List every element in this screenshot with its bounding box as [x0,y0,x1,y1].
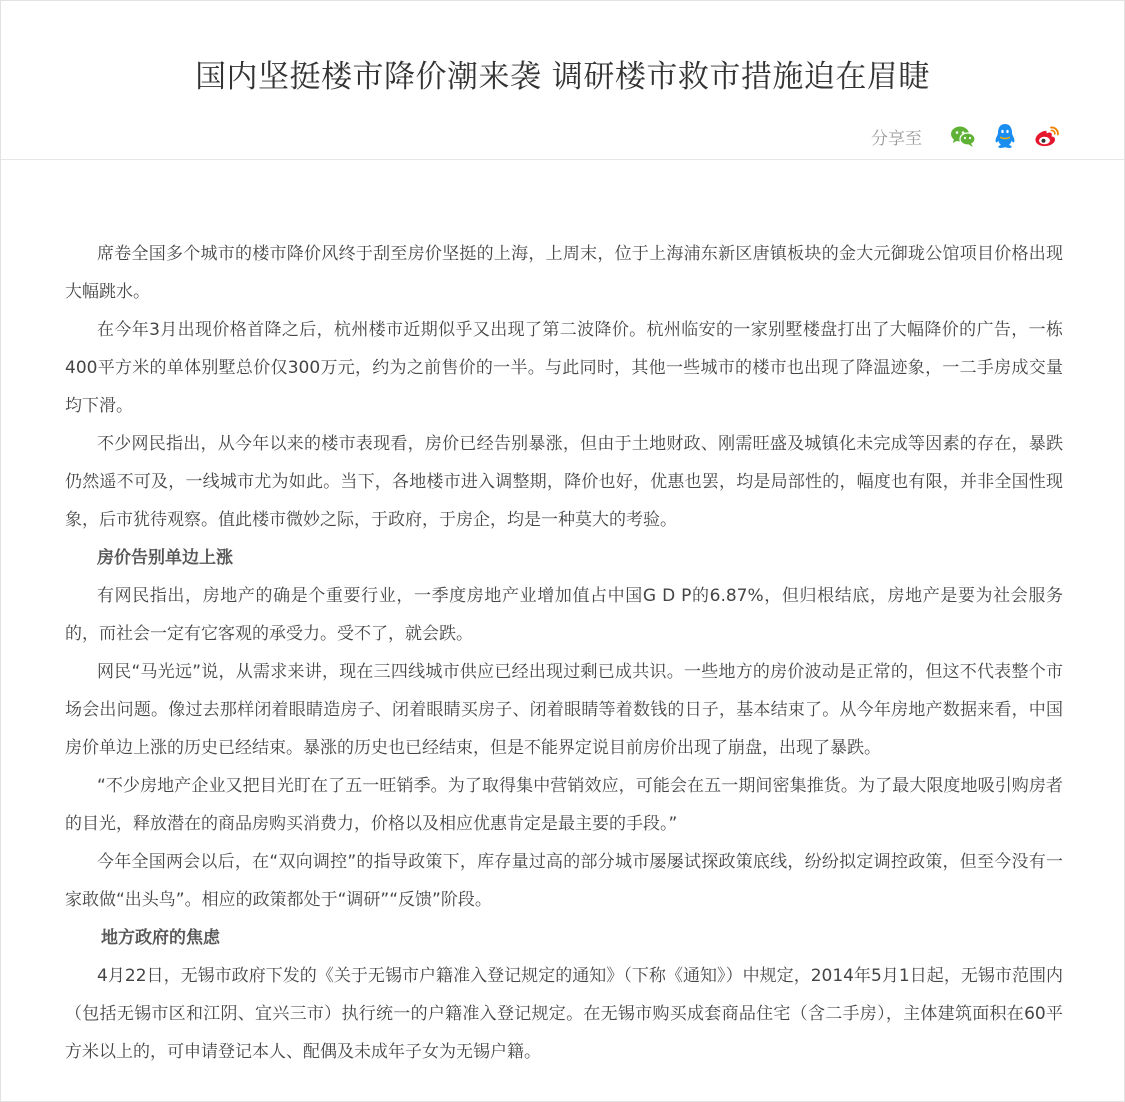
paragraph: 今年全国两会以后，在“双向调控”的指导政策下，库存量过高的部分城市屡屡试探政策底线，纷纷拟定调控政策，但至今没有一家敢做“出头鸟”。相应的政策都处于“调研”“反馈”阶段。 [65,852,1063,910]
share-label: 分享至 [871,128,922,149]
paragraph: 席卷全国多个城市的楼市降价风终于刮至房价坚挺的上海，上周末，位于上海浦东新区唐镇板块的金大元御珑公馆项目价格出现大幅跳水。 [65,244,1063,302]
section-heading: 地方政府的焦虑 [101,928,220,948]
paragraph: 网民“马光远”说，从需求来讲，现在三四线城市供应已经出现过剩已成共识。一些地方的房价波动是正常的，但这不代表整个市场会出问题。像过去那样闭着眼睛造房子、闭着眼睛买房子、闭着眼睛等着数钱的日子，基本结束了。从今年房地产数据来看，中国房价单边上涨的历史已经结束。暴涨的历史也已经结束，但是不能界定说目前房价出现了崩盘，出现了暴跌。 [65,662,1063,758]
article-title: 国内坚挺楼市降价潮来袭 调研楼市救市措施迫在眉睫 [195,59,930,95]
paragraph: 4月22日，无锡市政府下发的《关于无锡市户籍准入登记规定的通知》（下称《通知》）中规定，2014年5月1日起，无锡市范围内（包括无锡市区和江阴、宜兴三市）执行统一的户籍准入登记规定。在无锡市购买成套商品住宅（含二手房），主体建筑面积在60平方米以上的，可申请登记本人、配偶及未成年子女为无锡户籍。 [65,966,1063,1062]
article-body [65,235,1063,1071]
wechat-icon[interactable] [948,121,978,151]
paragraph: 不少网民指出，从今年以来的楼市表现看，房价已经告别暴涨，但由于土地财政、刚需旺盛及城镇化未完成等因素的存在，暴跌仍然遥不可及，一线城市尤为如此。当下，各地楼市进入调整期，降价也好，优惠也罢，均是局部性的，幅度也有限，并非全国性现象，后市犹待观察。值此楼市微妙之际，于政府，于房企，均是一种莫大的考验。 [65,434,1063,530]
article-header [1,1,1124,160]
share-bar [871,121,1062,151]
weibo-icon[interactable] [1032,121,1062,151]
section-heading: 房价告别单边上涨 [97,548,233,568]
paragraph: 有网民指出，房地产的确是个重要行业，一季度房地产业增加值占中国G D P的6.87%，但归根结底，房地产是要为社会服务的，而社会一定有它客观的承受力。受不了，就会跌。 [65,586,1063,644]
quote-paragraph: “不少房地产企业又把目光盯在了五一旺销季。为了取得集中营销效应，可能会在五一期间密集推货。为了最大限度地吸引购房者的目光，释放潜在的商品房购买消费力，价格以及相应优惠肯定是最主要的手段。” [65,776,1063,834]
paragraph: 在今年3月出现价格首降之后，杭州楼市近期似乎又出现了第二波降价。杭州临安的一家别墅楼盘打出了大幅降价的广告，一栋400平方米的单体别墅总价仅300万元，约为之前售价的一半。与此同时，其他一些城市的楼市也出现了降温迹象，一二手房成交量均下滑。 [65,320,1063,416]
qq-icon[interactable] [990,121,1020,151]
